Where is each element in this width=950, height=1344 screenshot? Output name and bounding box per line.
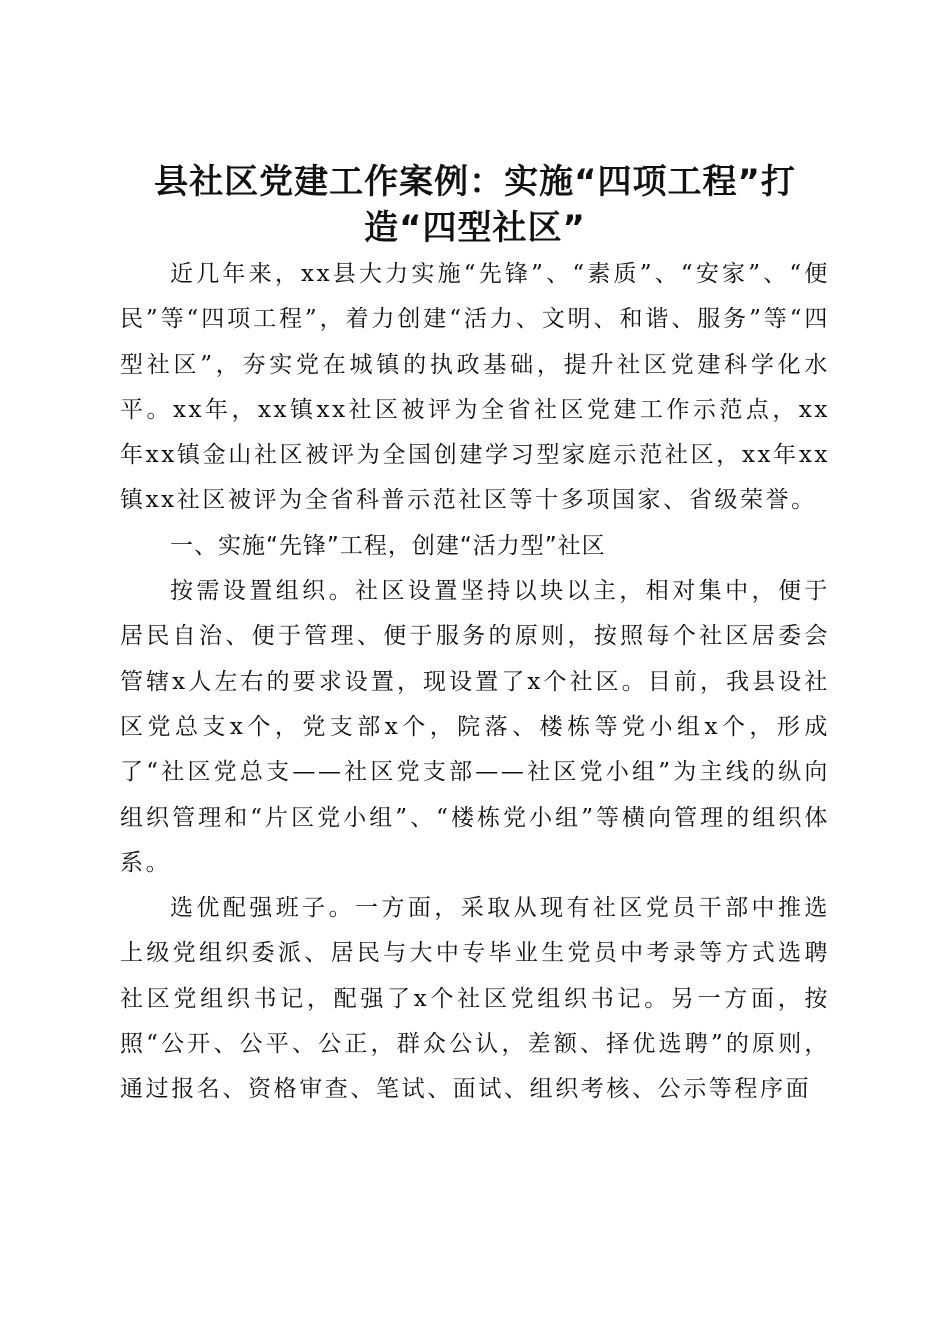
document-body bbox=[120, 252, 830, 1113]
title-line-1: 县社区党建工作案例：实施“四项工程”打 bbox=[154, 161, 796, 202]
intro-paragraph: 近几年来，xx县大力实施“先锋”、“素质”、“安家”、“便民”等“四项工程”，着力创建“活力、文明、和谐、服务”等“四型社区”，夯实党在城镇的执政基础，提升社区党建科学化水平。xx年，xx镇xx社区被评为全省社区党建工作示范点，xx年xx镇金山社区被评为全国创建学习型家庭示范社区，xx年xx镇xx社区被评为全省科普示范社区等十多项国家、省级荣誉。 bbox=[120, 261, 830, 514]
title-line-2: 造“四型社区” bbox=[364, 207, 586, 248]
document-title bbox=[120, 159, 830, 251]
section-1-heading: 一、实施“先锋”工程，创建“活力型”社区 bbox=[170, 532, 606, 559]
section-1-paragraph-1: 按需设置组织。社区设置坚持以块以主，相对集中，便于居民自治、便于管理、便于服务的原则，按照每个社区居委会管辖x人左右的要求设置，现设置了x个社区。目前，我县设社区党总支x个，党支部x个，院落、楼栋等党小组x个，形成了“社区党总支——社区党支部——社区党小组”为主线的纵向组织管理和“片区党小组”、“楼栋党小组”等横向管理的组织体系。 bbox=[120, 578, 830, 876]
section-1-paragraph-2: 选优配强班子。一方面，采取从现有社区党员干部中推选上级党组织委派、居民与大中专毕业生党员中考录等方式选聘社区党组织书记，配强了x个社区党组织书记。另一方面，按照“公开、公平、公正，群众公认，差额、择优选聘”的原则，通过报名、资格审查、笔试、面试、组织考核、公示等程序面 bbox=[120, 895, 830, 1103]
